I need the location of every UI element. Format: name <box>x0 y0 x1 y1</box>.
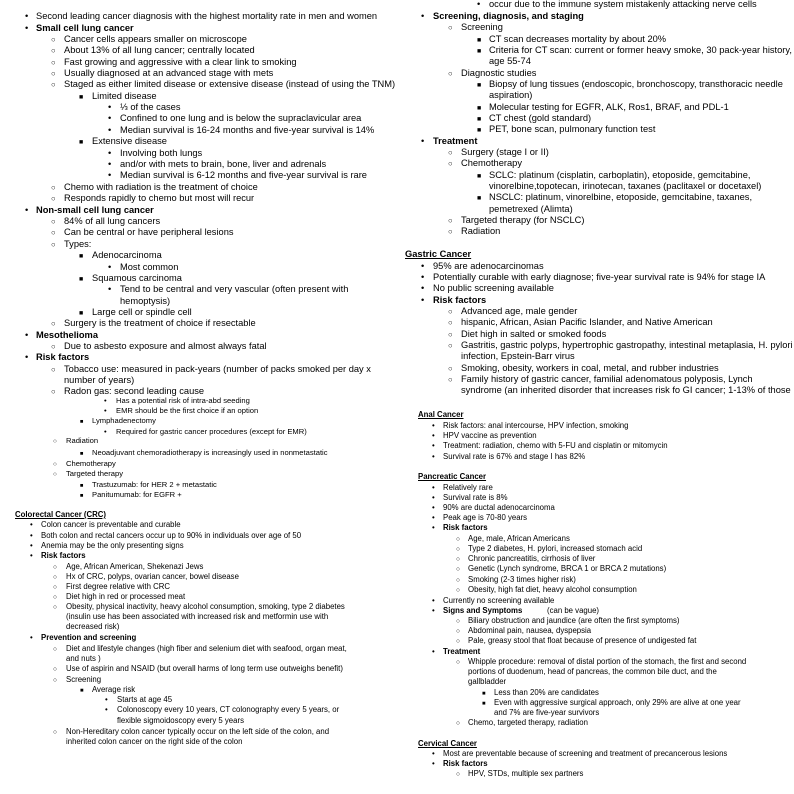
bullet-circle-icon <box>448 306 453 317</box>
bullet-dot-icon <box>108 159 111 170</box>
bullet-dot-icon <box>108 125 111 136</box>
list-item-text: inherited colon cancer on the right side of the colon <box>66 737 243 746</box>
bullet-dot-icon <box>30 541 33 550</box>
section-heading: Colorectal Cancer (CRC) <box>15 510 106 519</box>
list-item-text: occur due to the immune system mistakenly attacking nerve cells <box>489 0 757 9</box>
list-item-text: EMR should be the first choice if an option <box>116 406 259 415</box>
bullet-square-icon <box>80 491 83 500</box>
subheading: Mesothelioma <box>36 330 98 340</box>
bullet-dot-icon <box>104 397 107 406</box>
list-item-text: (insulin use has been associated with increased risk and metformin use with <box>66 612 329 621</box>
bullet-dot-icon <box>477 0 480 10</box>
list-item-text: Type 2 diabetes, H. pylori, increased stomach acid <box>468 544 643 553</box>
bullet-circle-icon <box>51 239 56 250</box>
list-item-text: Diet high in red or processed meat <box>66 592 186 601</box>
list-item-text: HPV, STDs, multiple sex partners <box>468 769 584 778</box>
bullet-circle-icon <box>53 437 57 446</box>
list-item-text: Fast growing and aggressive with a clear link to smoking <box>64 57 297 67</box>
list-item-text: Survival rate is 67% and stage I has 82% <box>443 452 586 461</box>
bullet-dot-icon <box>432 647 435 656</box>
list-item-text: Genetic (Lynch syndrome, BRCA 1 or BRCA 2 mutations) <box>468 564 667 573</box>
list-item-text: CT scan decreases mortality by about 20% <box>489 34 667 44</box>
list-item-text: Adenocarcinoma <box>92 250 162 260</box>
list-item-text: Chemo with radiation is the treatment of choice <box>64 182 258 192</box>
list-item-text: Most are preventable because of screening and treatment of precancerous lesions <box>443 749 728 758</box>
bullet-circle-icon <box>53 582 57 592</box>
subheading: Risk factors <box>433 295 487 305</box>
list-item-text: Obesity, high fat diet, heavy alcohol consumption <box>468 585 637 594</box>
bullet-square-icon <box>79 136 83 147</box>
list-item-text: Radiation <box>461 226 501 236</box>
bullet-dot-icon <box>108 102 111 113</box>
list-item-text: Radiation <box>66 436 99 445</box>
bullet-circle-icon <box>53 572 57 582</box>
bullet-dot-icon <box>105 695 108 704</box>
list-item-text: Median survival is 16-24 months and five-year survival is 14% <box>120 125 375 135</box>
list-item-text: Surgery is the treatment of choice if resectable <box>64 318 256 328</box>
bullet-dot-icon <box>432 441 435 450</box>
list-item-text: Most common <box>120 262 179 272</box>
bullet-circle-icon <box>448 68 453 79</box>
list-item-text: No public screening available <box>433 283 554 293</box>
bullet-circle-icon <box>51 318 56 329</box>
list-item-text: (can be vague) <box>547 606 600 615</box>
list-item-text: PET, bone scan, pulmonary function test <box>489 124 656 134</box>
list-item-text: Currently no screening available <box>443 596 555 605</box>
bullet-square-icon <box>477 102 481 113</box>
list-item-text: Radon gas: second leading cause <box>64 386 205 396</box>
bullet-circle-icon <box>51 193 56 204</box>
section-heading: Cervical Cancer <box>418 739 477 748</box>
subheading: Risk factors <box>443 523 488 532</box>
list-item-text: Gastritis, gastric polyps, hypertrophic gastropathy, intestinal metaplasia, H. pylori <box>461 340 793 350</box>
bullet-dot-icon <box>432 431 435 440</box>
bullet-circle-icon <box>448 215 453 226</box>
list-item-text: Tend to be central and very vascular (often present with <box>120 284 349 294</box>
bullet-circle-icon <box>53 727 57 737</box>
list-item-text: Obesity, physical inactivity, heavy alcohol consumption, smoking, type 2 diabetes <box>66 602 345 611</box>
bullet-circle-icon <box>53 602 57 612</box>
bullet-circle-icon <box>448 226 453 237</box>
list-item-text: ⅓ of the cases <box>120 102 181 112</box>
list-item-text: portions of duodenum, head of pancreas, the common bile duct, and the <box>468 667 717 676</box>
list-item-text: 84% of all lung cancers <box>64 216 161 226</box>
list-item-text: Usually diagnosed at an advanced stage with mets <box>64 68 274 78</box>
bullet-dot-icon <box>432 749 435 758</box>
bullet-dot-icon <box>432 421 435 430</box>
bullet-circle-icon <box>51 386 56 397</box>
list-item-text: Limited disease <box>92 91 157 101</box>
list-item-text: number of years) <box>64 375 135 385</box>
list-item-text: Potentially curable with early diagnose; five-year survival rate is 94% for stage IA <box>433 272 766 282</box>
bullet-circle-icon <box>53 592 57 602</box>
bullet-circle-icon <box>448 147 453 158</box>
list-item-text: Required for gastric cancer procedures (except for EMR) <box>116 427 307 436</box>
subheading: Treatment <box>433 136 478 146</box>
bullet-dot-icon <box>108 284 111 295</box>
bullet-dot-icon <box>421 283 424 294</box>
list-item-text: decreased risk) <box>66 622 120 631</box>
list-item-text: Lymphadenectomy <box>92 416 156 425</box>
list-item-text: Starts at age 45 <box>117 695 173 704</box>
list-item-text: Surgery (stage I or II) <box>461 147 549 157</box>
list-item-text: First degree relative with CRC <box>66 582 170 591</box>
bullet-dot-icon <box>108 170 111 181</box>
list-item-text: and nuts ) <box>66 654 101 663</box>
list-item-text: 90% are ductal adenocarcinoma <box>443 503 555 512</box>
list-item-text: Diet high in salted or smoked foods <box>461 329 607 339</box>
section-heading: Pancreatic Cancer <box>418 472 487 481</box>
list-item-text: NSCLC: platinum, vinorelbine, etoposide, gemcitabine, taxanes, <box>489 192 753 202</box>
list-item-text: hemoptysis) <box>120 296 171 306</box>
bullet-circle-icon <box>456 718 460 728</box>
list-item-text: Extensive disease <box>92 136 167 146</box>
list-item-text: Age, African American, Shekenazi Jews <box>66 562 204 571</box>
bullet-circle-icon <box>51 364 56 375</box>
bullet-dot-icon <box>432 503 435 512</box>
list-item-text: Peak age is 70-80 years <box>443 513 528 522</box>
list-item-text: Average risk <box>92 685 136 694</box>
list-item-text: Chemotherapy <box>461 158 522 168</box>
list-item-text: hispanic, African, Asian Pacific Islander, and Native American <box>461 317 713 327</box>
bullet-circle-icon <box>448 363 453 374</box>
bullet-circle-icon <box>53 562 57 572</box>
bullet-dot-icon <box>421 295 424 306</box>
list-item-text: Both colon and rectal cancers occur up to 90% in individuals over age of 50 <box>41 531 302 540</box>
list-item-text: Whipple procedure: removal of distal portion of the stomach, the first and second <box>468 657 747 666</box>
list-item-text: Risk factors: anal intercourse, HPV infection, smoking <box>443 421 629 430</box>
list-item-text: Panitumumab: for EGFR + <box>92 490 182 499</box>
list-item-text: Large cell or spindle cell <box>92 307 192 317</box>
list-item-text: Use of aspirin and NSAID (but overall harms of long term use outweighs benefit) <box>66 664 343 673</box>
bullet-dot-icon <box>432 523 435 532</box>
list-item-text: Biliary obstruction and jaundice (are often the first symptoms) <box>468 616 680 625</box>
bullet-dot-icon <box>30 633 33 642</box>
bullet-circle-icon <box>448 158 453 169</box>
bullet-circle-icon <box>456 585 460 595</box>
bullet-circle-icon <box>51 227 56 238</box>
bullet-square-icon <box>79 307 83 318</box>
list-item-text: Survival rate is 8% <box>443 493 508 502</box>
bullet-circle-icon <box>456 626 460 636</box>
list-item-text: Involving both lungs <box>120 148 203 158</box>
bullet-circle-icon <box>51 57 56 68</box>
list-item-text: Targeted therapy <box>66 469 123 478</box>
list-item-text: pemetrexed (Alimta) <box>489 204 573 214</box>
bullet-square-icon <box>482 688 486 698</box>
subheading: Risk factors <box>41 551 86 560</box>
bullet-dot-icon <box>30 520 33 529</box>
bullet-square-icon <box>482 698 486 708</box>
bullet-dot-icon <box>421 261 424 272</box>
subheading: Risk factors <box>36 352 90 362</box>
bullet-circle-icon <box>456 769 460 779</box>
bullet-square-icon <box>477 79 481 90</box>
list-item-text: Hx of CRC, polyps, ovarian cancer, bowel disease <box>66 572 239 581</box>
list-item-text: Family history of gastric cancer, familial adenomatous polyposis, Lynch <box>461 374 753 384</box>
list-item-text: Chemotherapy <box>66 459 116 468</box>
list-item-text: Staged as either limited disease or extensive disease (instead of using the TNM) <box>64 79 396 89</box>
list-item-text: SCLC: platinum (cisplatin, carboplatin), etoposide, gemcitabine, <box>489 170 751 180</box>
bullet-dot-icon <box>25 352 28 363</box>
list-item-text: Colonoscopy every 10 years, CT colonography every 5 years, or <box>117 705 340 714</box>
subheading: Signs and Symptoms <box>443 606 523 615</box>
bullet-circle-icon <box>448 374 453 385</box>
bullet-dot-icon <box>421 272 424 283</box>
bullet-circle-icon <box>51 182 56 193</box>
list-item-text: Neoadjuvant chemoradiotherapy is increasingly used in nonmetastatic <box>92 448 328 457</box>
bullet-dot-icon <box>432 596 435 605</box>
list-item-text: Can be central or have peripheral lesions <box>64 227 234 237</box>
subheading: Non-small cell lung cancer <box>36 205 154 215</box>
bullet-dot-icon <box>30 531 33 540</box>
list-item-text: Types: <box>64 239 92 249</box>
list-item-text: Age, male, African Americans <box>468 534 570 543</box>
bullet-dot-icon <box>432 606 435 615</box>
bullet-square-icon <box>477 45 481 56</box>
bullet-circle-icon <box>51 34 56 45</box>
list-item-text: Confined to one lung and is below the supraclavicular area <box>120 113 362 123</box>
bullet-dot-icon <box>108 262 111 273</box>
list-item-text: Tobacco use: measured in pack-years (number of packs smoked per day x <box>64 364 371 374</box>
bullet-dot-icon <box>432 513 435 522</box>
bullet-dot-icon <box>108 113 111 124</box>
bullet-dot-icon <box>432 452 435 461</box>
bullet-circle-icon <box>53 675 57 685</box>
bullet-circle-icon <box>456 554 460 564</box>
list-item-text: Diet and lifestyle changes (high fiber and selenium diet with seafood, organ meat, <box>66 644 347 653</box>
bullet-circle-icon <box>51 45 56 56</box>
bullet-square-icon <box>80 481 83 490</box>
list-item-text: age 55-74 <box>489 56 531 66</box>
bullet-circle-icon <box>53 644 57 654</box>
list-item-text: and 7% are five-year survivors <box>494 708 600 717</box>
bullet-square-icon <box>79 91 83 102</box>
bullet-circle-icon <box>448 317 453 328</box>
bullet-dot-icon <box>25 23 28 34</box>
bullet-circle-icon <box>53 470 57 479</box>
bullet-circle-icon <box>456 564 460 574</box>
list-item-text: Median survival is 6-12 months and five-year survival is rare <box>120 170 367 180</box>
subheading: Screening, diagnosis, and staging <box>433 11 584 21</box>
list-item-text: Treatment: radiation, chemo with 5-FU and cisplatin or mitomycin <box>443 441 668 450</box>
bullet-dot-icon <box>432 493 435 502</box>
bullet-dot-icon <box>432 759 435 768</box>
list-item-text: Smoking, obesity, workers in coal, metal, and rubber industries <box>461 363 719 373</box>
list-item-text: About 13% of all lung cancer; centrally located <box>64 45 255 55</box>
list-item-text: Squamous carcinoma <box>92 273 182 283</box>
list-item-text: Second leading cancer diagnosis with the highest mortality rate in men and women <box>36 11 378 21</box>
subheading: Prevention and screening <box>41 633 137 642</box>
bullet-circle-icon <box>51 79 56 90</box>
list-item-text: syndrome (an inherited disorder that increases risk fo GI cancer; 1-13% of those <box>461 385 791 395</box>
list-item-text: Non-Hereditary colon cancer typically occur on the left side of the colon, and <box>66 727 330 736</box>
bullet-square-icon <box>80 417 83 426</box>
list-item-text: CT chest (gold standard) <box>489 113 592 123</box>
bullet-circle-icon <box>456 657 460 667</box>
list-item-text: Has a potential risk of intra-abd seeding <box>116 396 250 405</box>
bullet-square-icon <box>477 170 481 181</box>
list-item-text: Biopsy of lung tissues (endoscopic, bronchoscopy, transthoracic needle <box>489 79 783 89</box>
list-item-text: Abdominal pain, nausea, dyspepsia <box>468 626 592 635</box>
list-item-text: Pale, greasy stool that float because of presence of undigested fat <box>468 636 697 645</box>
list-item-text: infection, Epstein-Barr virus <box>461 351 575 361</box>
bullet-dot-icon <box>105 705 108 714</box>
bullet-circle-icon <box>456 534 460 544</box>
list-item-text: Criteria for CT scan: current or former heavy smoke, 30 pack-year history, <box>489 45 792 55</box>
bullet-circle-icon <box>448 22 453 33</box>
list-item-text: Molecular testing for EGFR, ALK, Ros1, BRAF, and PDL-1 <box>489 102 729 112</box>
list-item-text: Smoking (2-3 times higher risk) <box>468 575 576 584</box>
bullet-dot-icon <box>25 330 28 341</box>
bullet-square-icon <box>477 124 481 135</box>
list-item-text: Chronic pancreatitis, cirrhosis of liver <box>468 554 596 563</box>
subheading: Treatment <box>443 647 481 656</box>
list-item-text: Screening <box>461 22 503 32</box>
list-item-text: Anemia may be the only presenting signs <box>41 541 184 550</box>
list-item-text: Targeted therapy (for NSCLC) <box>461 215 585 225</box>
section-heading: Anal Cancer <box>418 410 464 419</box>
list-item-text: Due to asbesto exposure and almost always fatal <box>64 341 267 351</box>
bullet-circle-icon <box>51 216 56 227</box>
bullet-square-icon <box>80 449 83 458</box>
bullet-square-icon <box>79 250 83 261</box>
bullet-dot-icon <box>432 483 435 492</box>
list-item-text: gallbladder <box>468 677 507 686</box>
bullet-square-icon <box>477 113 481 124</box>
bullet-circle-icon <box>456 636 460 646</box>
list-item-text: Advanced age, male gender <box>461 306 578 316</box>
bullet-dot-icon <box>108 148 111 159</box>
list-item-text: vinorelbine,topotecan, irinotecan, taxanes (paclitaxel or docetaxel) <box>489 181 762 191</box>
list-item-text: aspiration) <box>489 90 533 100</box>
bullet-circle-icon <box>51 341 56 352</box>
list-item-text: Cancer cells appears smaller on microscope <box>64 34 247 44</box>
bullet-square-icon <box>80 685 84 695</box>
list-item-text: flexible sigmoidoscopy every 5 years <box>117 716 244 725</box>
subheading: Small cell lung cancer <box>36 23 134 33</box>
list-item-text: Diagnostic studies <box>461 68 537 78</box>
list-item-text: HPV vaccine as prevention <box>443 431 537 440</box>
list-item-text: Less than 20% are candidates <box>494 688 599 697</box>
list-item-text: Responds rapidly to chemo but most will recur <box>64 193 255 203</box>
bullet-circle-icon <box>51 68 56 79</box>
bullet-circle-icon <box>456 544 460 554</box>
list-item-text: Chemo, targeted therapy, radiation <box>468 718 588 727</box>
section-heading: Gastric Cancer <box>405 249 472 259</box>
list-item-text: 95% are adenocarcinomas <box>433 261 544 271</box>
bullet-dot-icon <box>104 428 107 437</box>
list-item-text: and/or with mets to brain, bone, liver and adrenals <box>120 159 327 169</box>
bullet-dot-icon <box>30 551 33 560</box>
bullet-circle-icon <box>456 616 460 626</box>
bullet-circle-icon <box>53 664 57 674</box>
bullet-dot-icon <box>25 205 28 216</box>
bullet-dot-icon <box>421 136 424 147</box>
list-item-text: Colon cancer is preventable and curable <box>41 520 181 529</box>
bullet-square-icon <box>477 192 481 203</box>
bullet-dot-icon <box>104 407 107 416</box>
bullet-circle-icon <box>448 329 453 340</box>
bullet-square-icon <box>477 34 481 45</box>
list-item-text: Relatively rare <box>443 483 493 492</box>
list-item-text: Even with aggressive surgical approach, only 29% are alive at one year <box>494 698 741 707</box>
subheading: Risk factors <box>443 759 488 768</box>
bullet-dot-icon <box>421 11 424 22</box>
bullet-circle-icon <box>53 460 57 469</box>
bullet-square-icon <box>79 273 83 284</box>
bullet-circle-icon <box>456 575 460 585</box>
list-item-text: Trastuzumab: for HER 2 + metastatic <box>92 480 217 489</box>
list-item-text: Screening <box>66 675 102 684</box>
bullet-circle-icon <box>448 340 453 351</box>
bullet-dot-icon <box>25 11 28 22</box>
